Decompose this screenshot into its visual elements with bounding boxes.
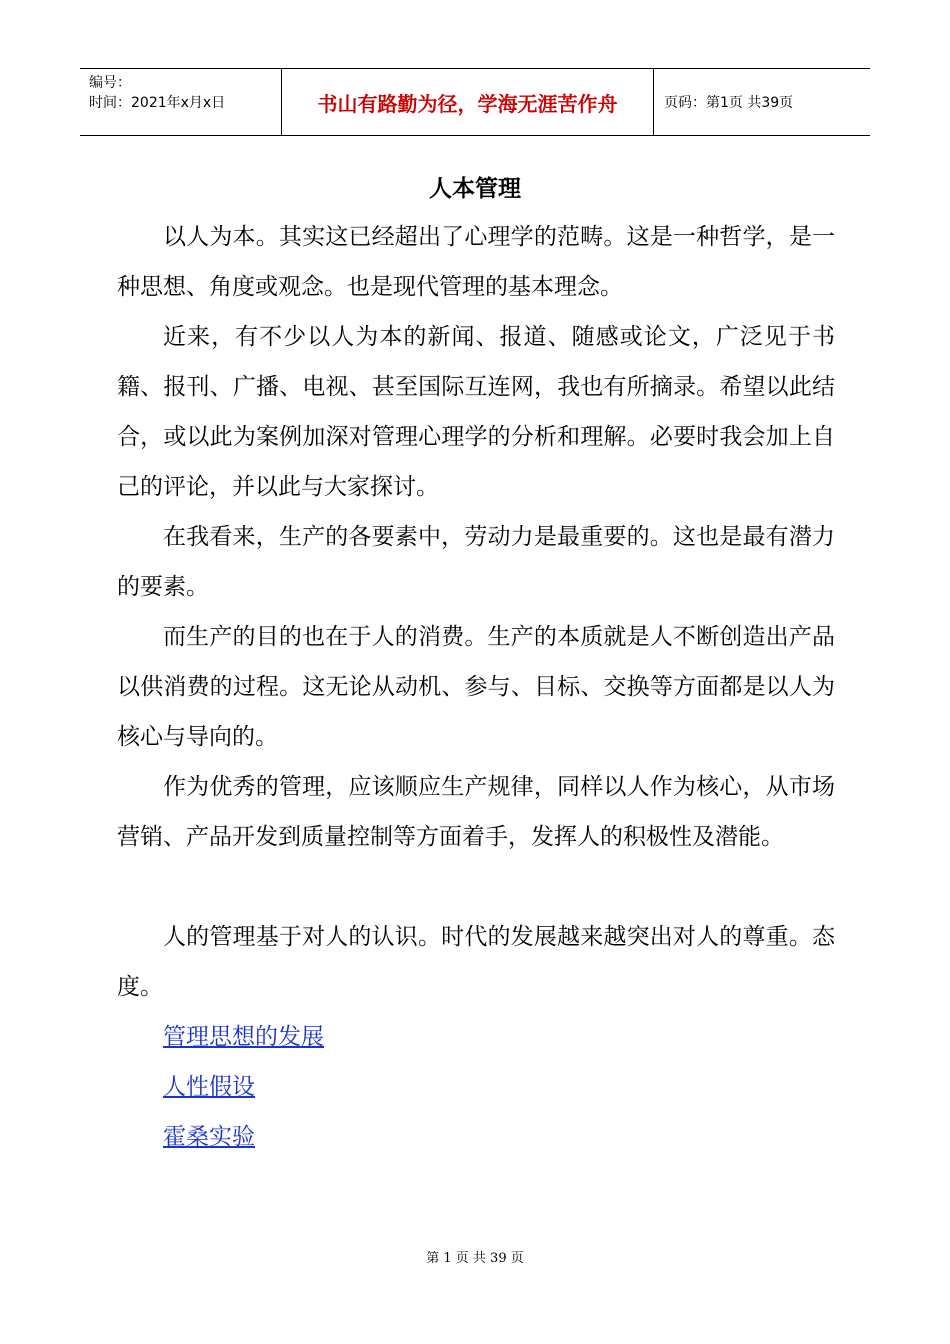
- paragraph: 在我看来，生产的各要素中，劳动力是最重要的。这也是最有潜力的要素。: [117, 524, 835, 600]
- header-motto: 书山有路勤为径，学海无涯苦作舟: [282, 69, 654, 135]
- paragraph: 近来，有不少以人为本的新闻、报道、随感或论文，广泛见于书籍、报刊、广播、电视、甚至国际互连网，我也有所摘录。希望以此结合，或以此为案例加深对管理心理学的分析和理解。必要时我会加上自己的评论，并以此与大家探讨。: [117, 324, 835, 500]
- paragraph: 作为优秀的管理，应该顺应生产规律，同样以人作为核心，从市场营销、产品开发到质量控制等方面着手，发挥人的积极性及潜能。: [117, 774, 835, 850]
- header-meta: [80, 69, 282, 135]
- paragraph: 人的管理基于对人的认识。时代的发展越来越突出对人的尊重。态度。: [117, 924, 835, 1000]
- header-page-info: 页码：第1页 共39页: [664, 95, 794, 111]
- page-footer: 第 1 页 共 39 页: [426, 1251, 524, 1266]
- paragraph-gap: [117, 862, 835, 912]
- document-body: [117, 212, 835, 1162]
- paragraph: 以人为本。其实这已经超出了心理学的范畴。这是一种哲学，是一种思想、角度或观念。也是现代管理的基本理念。: [117, 224, 835, 300]
- document-title: 人本管理: [429, 176, 521, 202]
- paragraph: 而生产的目的也在于人的消费。生产的本质就是人不断创造出产品以供消费的过程。这无论从动机、参与、目标、交换等方面都是以人为核心与导向的。: [117, 624, 835, 750]
- link-management-thought[interactable]: 管理思想的发展: [163, 1024, 324, 1050]
- number-label: 编号：: [89, 75, 131, 91]
- date-label: 时间：2021年x月x日: [89, 95, 226, 111]
- page-header: [80, 68, 870, 136]
- link-hawthorne-experiment[interactable]: 霍桑实验: [163, 1124, 255, 1150]
- link-human-nature[interactable]: 人性假设: [163, 1074, 255, 1100]
